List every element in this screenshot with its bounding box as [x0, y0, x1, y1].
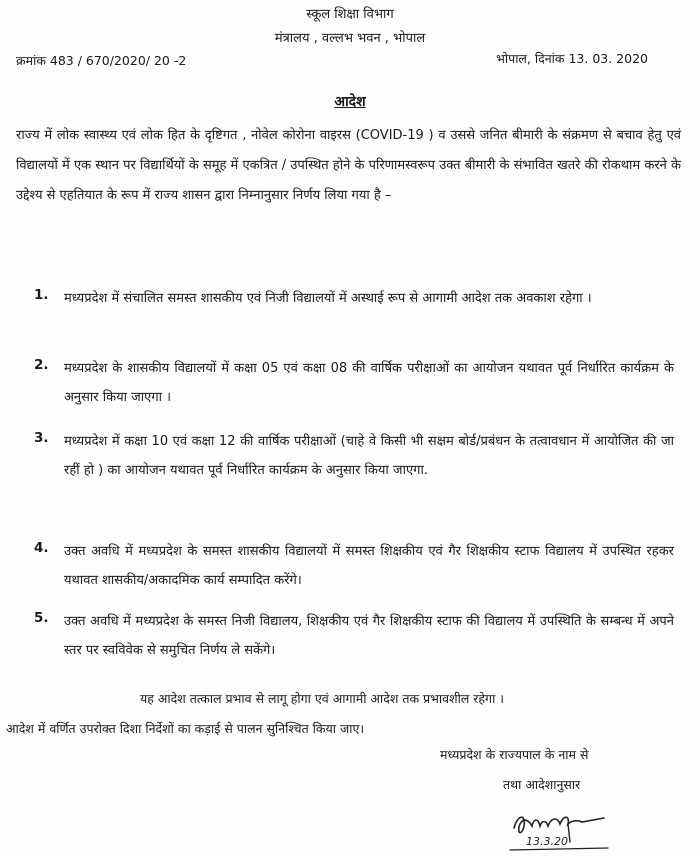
item-text: मध्यप्रदेश के शासकीय विद्यालयों में कक्षा 05 एवं कक्षा 08 की वार्षिक परीक्षाओं का आयोजन यथावत पूर्व निर्धारित कार्यक्रम के अनुसार किया जाएगा ।: [64, 361, 674, 405]
department-address: मंत्रालय , वल्लभ भवन , भोपाल: [274, 31, 426, 46]
item-number: 3.: [34, 430, 49, 446]
signature-date: 13.3.20: [526, 835, 568, 848]
signatory-line-2: तथा आदेशानुसार: [503, 777, 581, 792]
item-number: 2.: [34, 357, 49, 373]
item-number: 1.: [34, 287, 49, 303]
reference-number: क्रमांक 483 / 670/2020/ 20 -2: [16, 53, 187, 68]
item-number: 5.: [34, 610, 49, 626]
order-title-text: आदेश: [334, 94, 366, 110]
closing-line-2: आदेश में वर्णित उपरोक्त दिशा निर्देशों का कड़ाई से पालन सुनिश्चित किया जाए।: [6, 721, 365, 736]
order-date: भोपाल, दिनांक 13. 03. 2020: [496, 51, 648, 66]
signatory-line-1: मध्यप्रदेश के राज्यपाल के नाम से: [440, 747, 589, 762]
department-heading: स्कूल शिक्षा विभाग: [306, 7, 394, 22]
item-text: मध्यप्रदेश में संचालित समस्त शासकीय एवं निजी विद्यालयों में अस्थाई रूप से आगामी आदेश तक अवकाश रहेगा ।: [64, 291, 592, 306]
closing-line-1: यह आदेश तत्काल प्रभाव से लागू होगा एवं आगामी आदेश तक प्रभावशील रहेगा ।: [140, 691, 505, 706]
handwritten-signature: [508, 808, 618, 856]
item-text: उक्त अवधि में मध्यप्रदेश के समस्त निजी विद्यालय, शिक्षकीय एवं गैर शिक्षकीय स्टाफ की विद्यालय में उपस्थिति के सम्बन्ध में अपने स्तर पर स्वविवेक से समुचित निर्णय ले सकेंगे।: [64, 614, 674, 658]
item-number: 4.: [34, 540, 49, 556]
item-text: उक्त अवधि में मध्यप्रदेश के समस्त शासकीय विद्यालयों में समस्त शिक्षकीय एवं गैर शिक्षकीय स्टाफ विद्यालय में उपस्थित रहकर यथावत शासकीय/अकादमिक कार्य सम्पादित करेंगे।: [64, 544, 674, 588]
item-text: मध्यप्रदेश में कक्षा 10 एवं कक्षा 12 की वार्षिक परीक्षाओं (चाहे वे किसी भी सक्षम बोर्ड/प्रबंधन के तत्वावधान में आयोजित की जा रहीं हो ) का आयोजन यथावत पूर्व निर्धारित कार्यक्रम के अनुसार किया जाएगा.: [64, 434, 674, 478]
order-title: [0, 92, 700, 111]
intro-paragraph: राज्य में लोक स्वास्थ्य एवं लोक हित के दृष्टिगत , नोवेल कोरोना वाइरस (COVID-19 ) व उससे जनित बीमारी के संक्रमण से बचाव हेतु एवं विद्यालयों में एक स्थान पर विद्यार्थियों के समूह में एकत्रित / उपस्थित होने के परिणामस्वरूप उक्त बीमारी के संभावित खतरे की रोकथाम करने के उद्देश्य से एहतियात के रूप में राज्य शासन द्वारा निम्नानुसार निर्णय लिया गया है –: [16, 128, 681, 203]
